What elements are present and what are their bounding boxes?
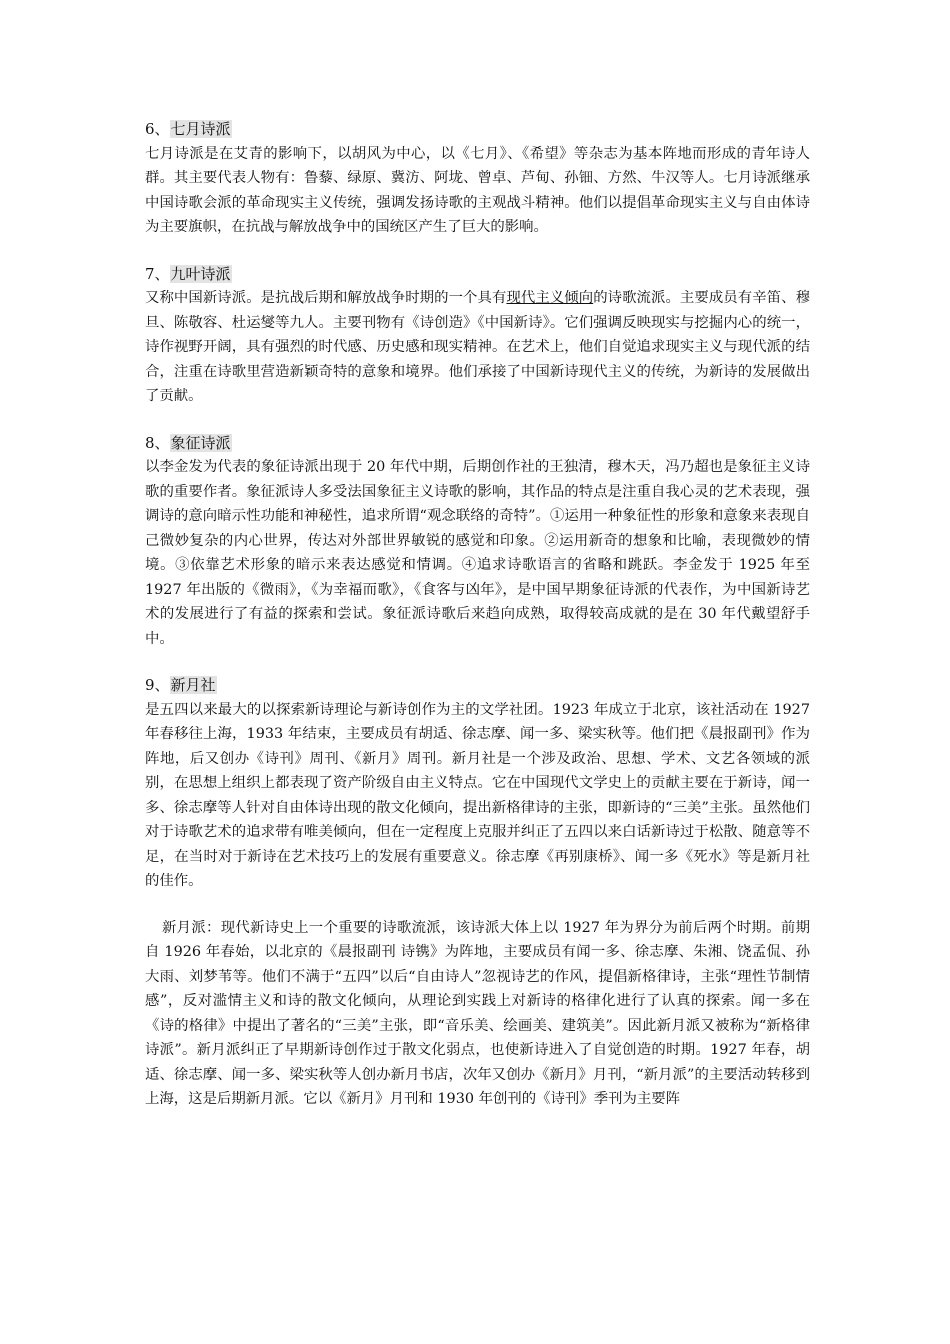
body-text: 的诗歌流派。主要成员有辛笛、穆旦、陈敬容、杜运燮等九人。主要刊物有《诗创造》《中国新诗》。它们强调反映现实与挖掘内心的统一，诗作视野开阔，具有强烈的时代感、历史感和现实精神。在艺术上，他们自觉追求现实主义与现代派的结合，注重在诗歌里营造新颖奇特的意象和境界。他们承接了中国新诗现代主义的传统，为新诗的发展做出了贡献。 — [145, 290, 810, 404]
document-page — [145, 117, 810, 1134]
section-heading — [145, 262, 810, 287]
section-jiuye — [145, 262, 810, 409]
body-text: 又称中国新诗派。是抗战后期和解放战争时期的一个具有 — [145, 290, 507, 306]
section-xinyue-pai — [145, 916, 810, 1112]
section-xiangzheng — [145, 431, 810, 652]
heading-title: 象征诗派 — [170, 433, 231, 452]
section-heading — [145, 117, 810, 142]
section-xinyue — [145, 673, 810, 894]
section-heading — [145, 673, 810, 698]
heading-number: 9、 — [145, 676, 170, 694]
underlined-term[interactable]: 现代主义倾向 — [506, 290, 594, 306]
section-body — [145, 286, 810, 409]
heading-title: 新月社 — [170, 676, 216, 694]
section-body: 以李金发为代表的象征诗派出现于 20 年代中期，后期创作社的王独清，穆木天，冯乃超也是象征主义诗歌的重要作者。象征派诗人多受法国象征主义诗歌的影响，其作品的特点是注重自我心灵的艺术表现，强调诗的意向暗示性功能和神秘性，追求所谓“观念联络的奇特”。①运用一种象征性的形象和意象来表现自己微妙复杂的内心世界，传达对外部世界敏锐的感觉和印象。②运用新奇的想象和比喻，表现微妙的情境。③依靠艺术形象的暗示来表达感觉和情调。④追求诗歌语言的省略和跳跃。李金发于 1925 年至 1927 年出版的《微雨》，《为幸福而歌》，《食客与凶年》，是中国早期象征诗派的代表作，为中国新诗艺术的发展进行了有益的探索和尝试。象征派诗歌后来趋向成熟，取得较高成就的是在 30 年代戴望舒手中。 — [145, 459, 810, 647]
section-qiyue — [145, 117, 810, 240]
extra-paragraph: 新月派：现代新诗史上一个重要的诗歌流派，该诗派大体上以 1927 年为界分为前后两个时期。前期自 1926 年春始，以北京的《晨报副刊 诗镌》为阵地，主要成员有闻一多、徐志摩、朱湘、饶孟侃、孙大雨、刘梦苇等。他们不满于“五四”以后“自由诗人”忽视诗艺的作风，提倡新格律诗，主张“理性节制情感”，反对滥情主义和诗的散文化倾向，从理论到实践上对新诗的格律化进行了认真的探索。闻一多在《诗的格律》中提出了著名的“三美”主张，即“音乐美、绘画美、建筑美”。因此新月派又被称为“新格律诗派”。新月派纠正了早期新诗创作过于散文化弱点，也使新诗进入了自觉创造的时期。1927 年春，胡适、徐志摩、闻一多、梁实秋等人创办新月书店，次年又创办《新月》月刊，“新月派”的主要活动转移到上海，这是后期新月派。它以《新月》月刊和 1930 年创刊的《诗刊》季刊为主要阵 — [145, 919, 810, 1107]
heading-title: 九叶诗派 — [170, 264, 231, 283]
section-body: 七月诗派是在艾青的影响下，以胡风为中心，以《七月》、《希望》等杂志为基本阵地而形成的青年诗人群。其主要代表人物有：鲁藜、绿原、冀汸、阿垅、曾卓、芦甸、孙钿、方然、牛汉等人。七月诗派继承中国诗歌会派的革命现实主义传统，强调发扬诗歌的主观战斗精神。他们以提倡革命现实主义与自由体诗为主要旗帜，在抗战与解放战争中的国统区产生了巨大的影响。 — [145, 145, 810, 235]
section-heading — [145, 431, 810, 456]
heading-number: 6、 — [145, 120, 170, 138]
heading-title: 七月诗派 — [170, 120, 231, 138]
section-body: 是五四以来最大的以探索新诗理论与新诗创作为主的文学社团。1923 年成立于北京，该社活动在 1927 年春移往上海，1933 年结束，主要成员有胡适、徐志摩、闻一多、梁实秋等。他们把《晨报副刊》作为阵地，后又创办《诗刊》周刊、《新月》周刊。新月社是一个涉及政治、思想、学术、文艺各领域的派别，在思想上组织上都表现了资产阶级自由主义特点。它在中国现代文学史上的贡献主要在于新诗，闻一多、徐志摩等人针对自由体诗出现的散文化倾向，提出新格律诗的主张，即新诗的“三美”主张。虽然他们对于诗歌艺术的追求带有唯美倾向，但在一定程度上克服并纠正了五四以来白话新诗过于松散、随意等不足，在当时对于新诗在艺术技巧上的发展有重要意义。徐志摩《再别康桥》、闻一多《死水》等是新月社的佳作。 — [145, 701, 810, 889]
heading-number: 7、 — [145, 264, 170, 283]
heading-number: 8、 — [145, 433, 170, 452]
